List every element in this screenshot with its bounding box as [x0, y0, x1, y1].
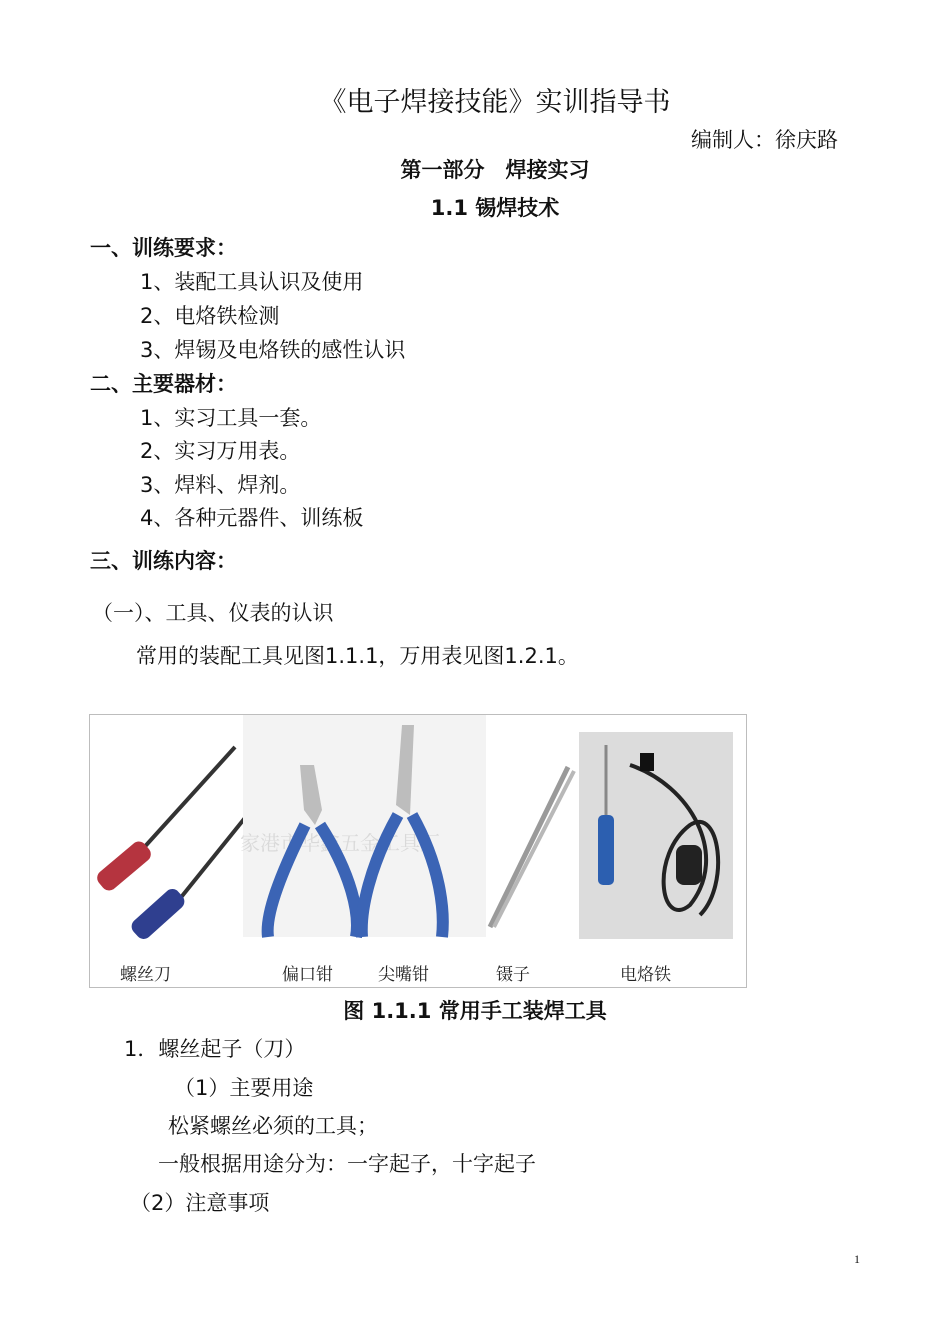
- subsection-heading: （一）、工具、仪表的认识: [92, 601, 334, 625]
- label-tweezers: 镊子: [496, 965, 530, 985]
- label-screwdriver: 螺丝刀: [120, 965, 171, 985]
- requirement-item: 2、电烙铁检测: [140, 304, 280, 328]
- label-diagonal-pliers: 偏口钳: [282, 965, 333, 985]
- tweezers-image: [490, 767, 574, 927]
- part-heading: 第一部分 焊接实习: [400, 158, 590, 182]
- material-item: 3、焊料、焊剂。: [140, 473, 301, 497]
- usage-text: 松紧螺丝必须的工具；: [168, 1114, 378, 1138]
- section-heading: 1.1 锡焊技术: [430, 196, 560, 220]
- figure-caption: 图 1.1.1 常用手工装焊工具: [343, 999, 607, 1023]
- content-heading: 三、训练内容：: [90, 549, 237, 573]
- usage-title: （1）主要用途: [174, 1076, 314, 1100]
- figure-watermark: 家港市华鑫五金工具厂: [240, 831, 440, 855]
- requirement-item: 3、焊锡及电烙铁的感性认识: [140, 338, 406, 362]
- label-needle-nose-pliers: 尖嘴钳: [378, 965, 429, 985]
- material-item: 2、实习万用表。: [140, 439, 301, 463]
- document-title: 《电子焊接技能》实训指导书: [319, 87, 671, 118]
- material-item: 4、各种元器件、训练板: [140, 506, 364, 530]
- requirement-item: 1、装配工具认识及使用: [140, 270, 364, 294]
- types-text: 一般根据用途分为：一字起子，十字起子: [158, 1152, 536, 1176]
- label-soldering-iron: 电烙铁: [620, 965, 671, 985]
- tools-figure: [89, 714, 747, 988]
- author-line: 编制人：徐庆路: [691, 128, 838, 152]
- tools-illustration: [90, 715, 746, 987]
- materials-heading: 二、主要器材：: [90, 372, 237, 396]
- page-number: 1: [854, 1252, 860, 1266]
- requirements-heading: 一、训练要求：: [90, 236, 237, 260]
- material-item: 1、实习工具一套。: [140, 406, 322, 430]
- screwdriver-title: 1．螺丝起子（刀）: [124, 1037, 306, 1061]
- notes-title: （2）注意事项: [130, 1191, 270, 1215]
- intro-paragraph: 常用的装配工具见图1.1.1，万用表见图1.2.1。: [136, 644, 579, 668]
